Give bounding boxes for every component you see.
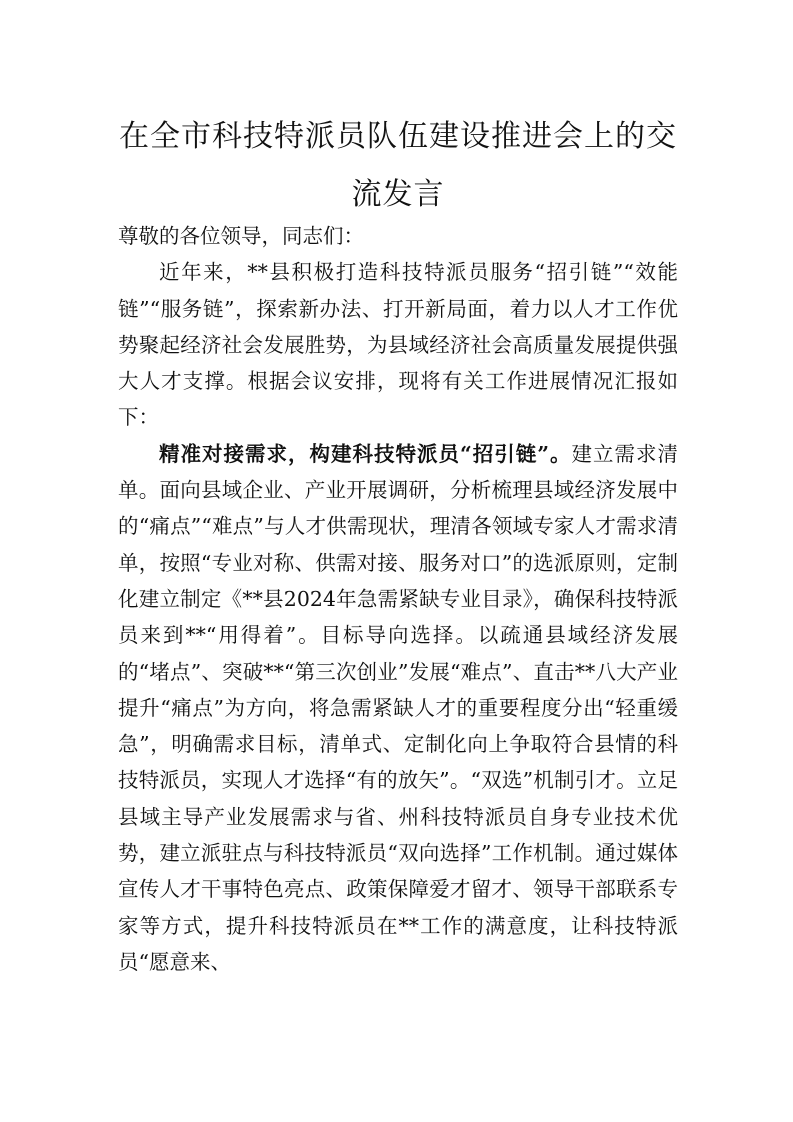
document-body [118, 218, 678, 980]
intro-paragraph: 近年来，**县积极打造科技特派员服务“招引链”“效能链”“服务链”，探索新办法、打开新局面，着力以人才工作优势聚起经济社会发展胜势，为县域经济社会高质量发展提供强大人才支撑。根据会议安排，现将有关工作进展情况汇报如下： [118, 260, 678, 430]
section-1-paragraph [118, 436, 678, 980]
document-title: 在全市科技特派员队伍建设推进会上的交流发言 [119, 119, 677, 212]
salutation: 尊敬的各位领导，同志们： [118, 224, 364, 248]
section-1-heading: 精准对接需求，构建科技特派员“招引链”。 [159, 441, 572, 466]
section-1-body: 建立需求清单。面向县域企业、产业开展调研，分析梳理县域经济发展中的“痛点”“难点”与人才供需现状，理清各领域专家人才需求清单，按照“专业对称、供需对接、服务对口”的选派原则，定制化建立制定《**县2024年急需紧缺专业目录》，确保科技特派员来到**“用得着”。目标导向选择。以疏通县域经济发展的“堵点”、突破**“第三次创业”发展“难点”、直击**八大产业提升“痛点”为方向，将急需紧缺人才的重要程度分出“轻重缓急”，明确需求目标，清单式、定制化向上争取符合县情的科技特派员，实现人才选择“有的放矢”。“双选”机制引才。立足县域主导产业发展需求与省、州科技特派员自身专业技术优势，建立派驻点与科技特派员“双向选择”工作机制。通过媒体宣传人才干事特色亮点、政策保障爱才留才、领导干部联系专家等方式，提升科技特派员在**工作的满意度，让科技特派员“愿意来、 [118, 441, 678, 974]
